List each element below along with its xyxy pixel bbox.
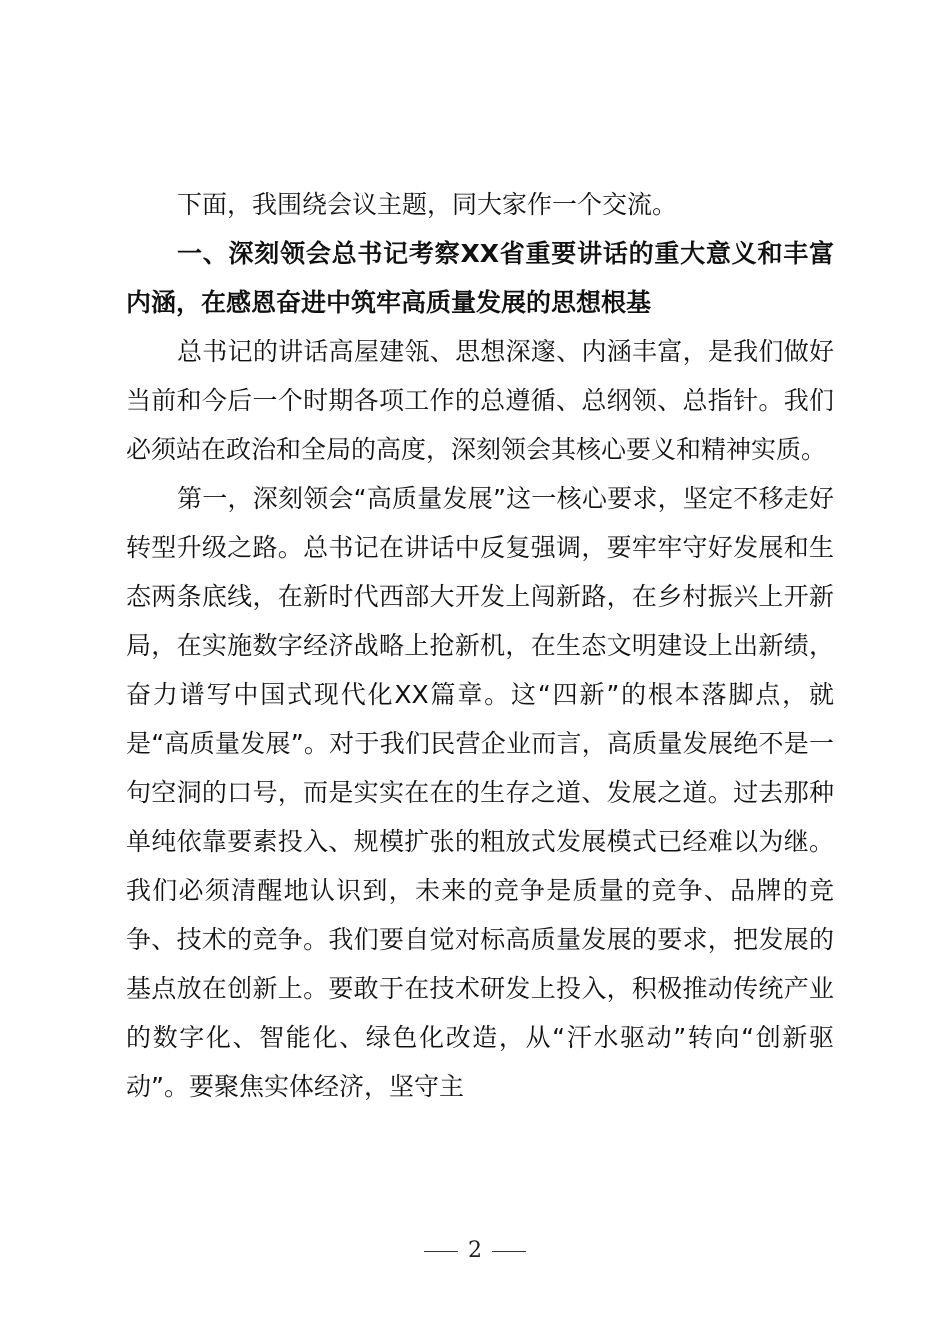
page-number: 2 (468, 1238, 482, 1263)
section-heading: 一、深刻领会总书记考察XX省重要讲话的重大意义和丰富内涵，在感恩奋进中筑牢高质量发展的思想根基 (126, 239, 834, 317)
page-footer (0, 1238, 950, 1263)
footer-dash-left (424, 1251, 458, 1252)
document-body (126, 180, 834, 1111)
footer-dash-right (492, 1251, 526, 1252)
body-paragraph: 总书记的讲话高屋建瓴、思想深邃、内涵丰富，是我们做好当前和今后一个时期各项工作的总遵循、总纲领、总指针。我们必须站在政治和全局的高度，深刻领会其核心要义和精神实质。 (126, 337, 834, 464)
intro-paragraph: 下面，我围绕会议主题，同大家作一个交流。 (177, 190, 678, 219)
body-paragraph: 第一，深刻领会“高质量发展”这一核心要求，坚定不移走好转型升级之路。总书记在讲话中反复强调，要牢牢守好发展和生态两条底线，在新时代西部大开发上闯新路，在乡村振兴上开新局，在实施数字经济战略上抢新机，在生态文明建设上出新绩，奋力谱写中国式现代化XX篇章。这“四新”的根本落脚点，就是“高质量发展”。对于我们民营企业而言，高质量发展绝不是一句空洞的口号，而是实实在在的生存之道、发展之道。过去那种单纯依靠要素投入、规模扩张的粗放式发展模式已经难以为继。我们必须清醒地认识到，未来的竞争是质量的竞争、品牌的竞争、技术的竞争。我们要自觉对标高质量发展的要求，把发展的基点放在创新上。要敢于在技术研发上投入，积极推动传统产业的数字化、智能化、绿色化改造，从“汗水驱动”转向“创新驱动”。要聚焦实体经济，坚守主 (126, 484, 834, 1101)
